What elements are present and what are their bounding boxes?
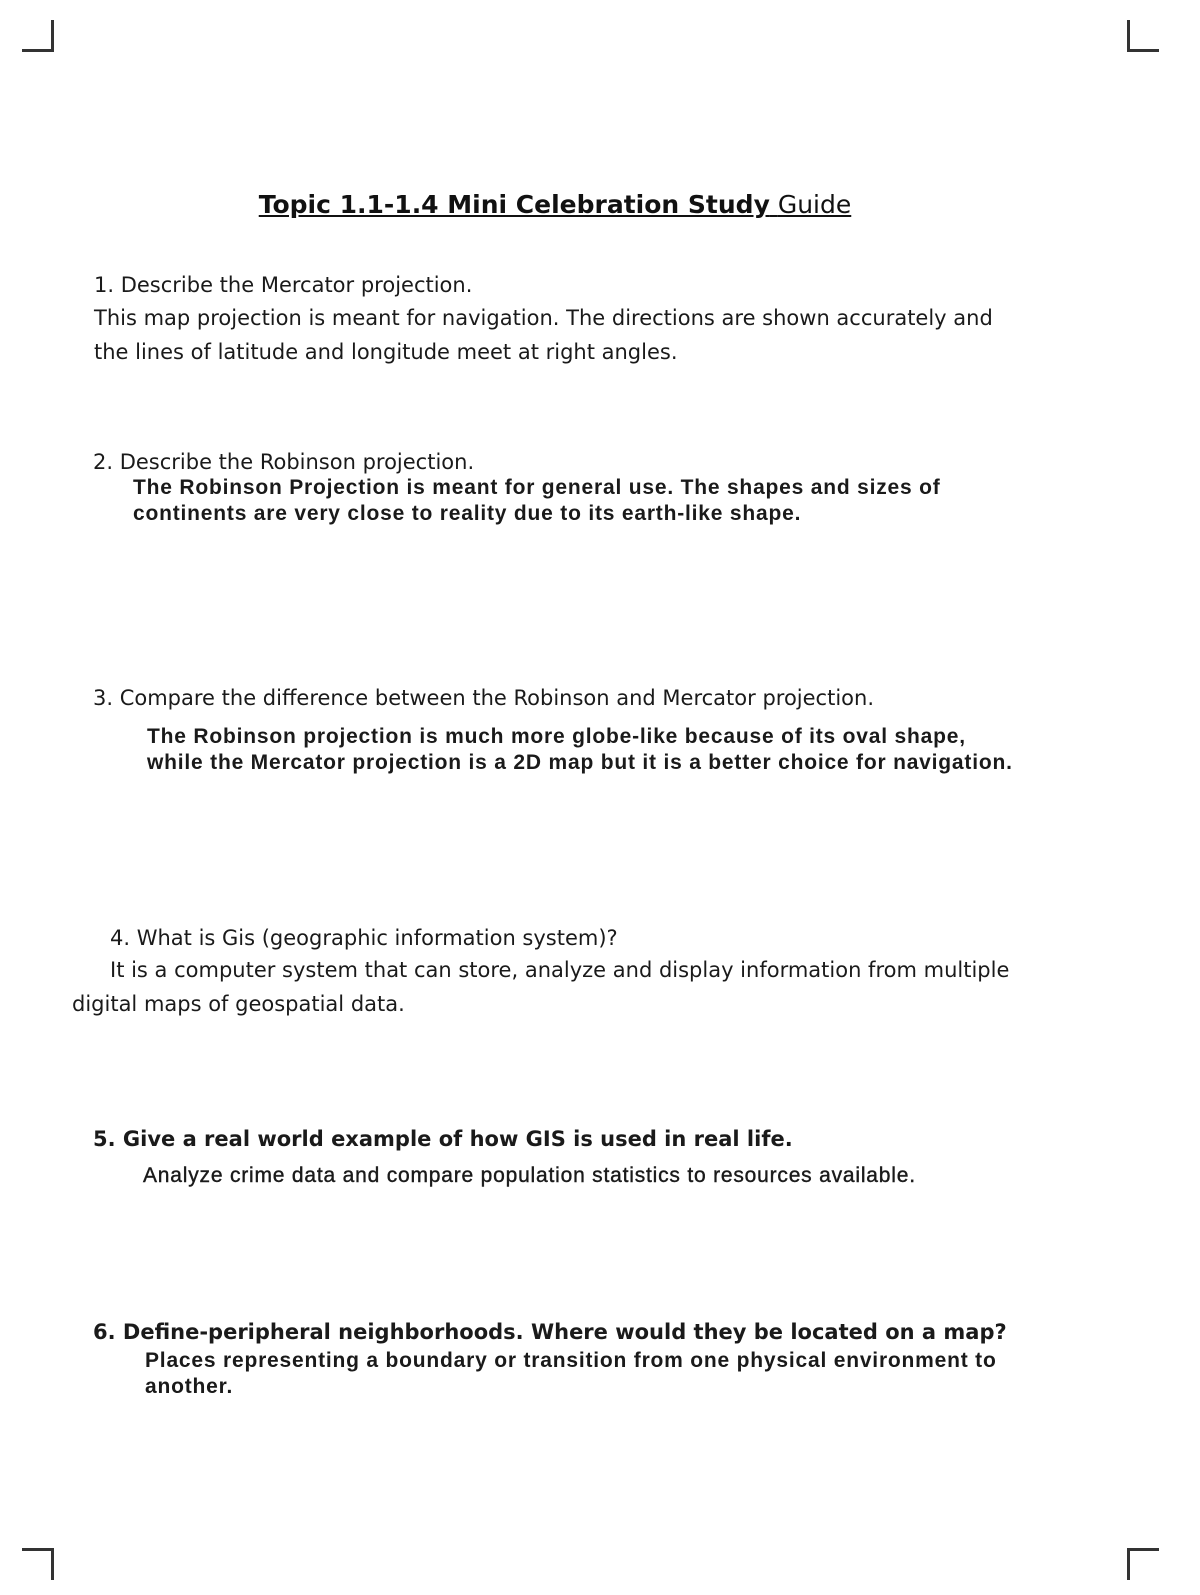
question-4: 4. What is Gis (geographic information system)? bbox=[110, 926, 618, 950]
question-2: 2. Describe the Robinson projection. bbox=[93, 450, 475, 474]
title-plain-part: Guide bbox=[777, 190, 852, 219]
question-5: 5. Give a real world example of how GIS is used in real life. bbox=[93, 1127, 793, 1151]
question-3: 3. Compare the difference between the Robinson and Mercator projection. bbox=[93, 686, 874, 710]
answer-5: Analyze crime data and compare population statistics to resources available. bbox=[143, 1164, 916, 1187]
document-title bbox=[0, 190, 1110, 219]
question-6: 6. Define-peripheral neighborhoods. Where would they be located on a map? bbox=[93, 1320, 1007, 1344]
answer-1: This map projection is meant for navigation. The directions are shown accurately and the lines of latitude and longitude meet at right angles. bbox=[94, 306, 993, 364]
answer-4: It is a computer system that can store, analyze and display information from multiple digital maps of geospatial data. bbox=[72, 958, 1010, 1016]
crop-mark-bottom-right bbox=[1127, 1548, 1159, 1580]
answer-3: The Robinson projection is much more globe-like because of its oval shape, while the Mercator projection is a 2D map but it is a better choice for navigation. bbox=[147, 725, 1013, 774]
answer-2: The Robinson Projection is meant for general use. The shapes and sizes of continents are very close to reality due to its earth-like shape. bbox=[133, 476, 941, 525]
title-bold-part: Topic 1.1-1.4 Mini Celebration Study bbox=[258, 190, 770, 219]
crop-mark-top-left bbox=[22, 20, 54, 52]
crop-mark-top-right bbox=[1127, 20, 1159, 52]
answer-6: Places representing a boundary or transition from one physical environment to another. bbox=[145, 1349, 997, 1398]
crop-mark-bottom-left bbox=[22, 1548, 54, 1580]
question-1: 1. Describe the Mercator projection. bbox=[94, 273, 473, 297]
